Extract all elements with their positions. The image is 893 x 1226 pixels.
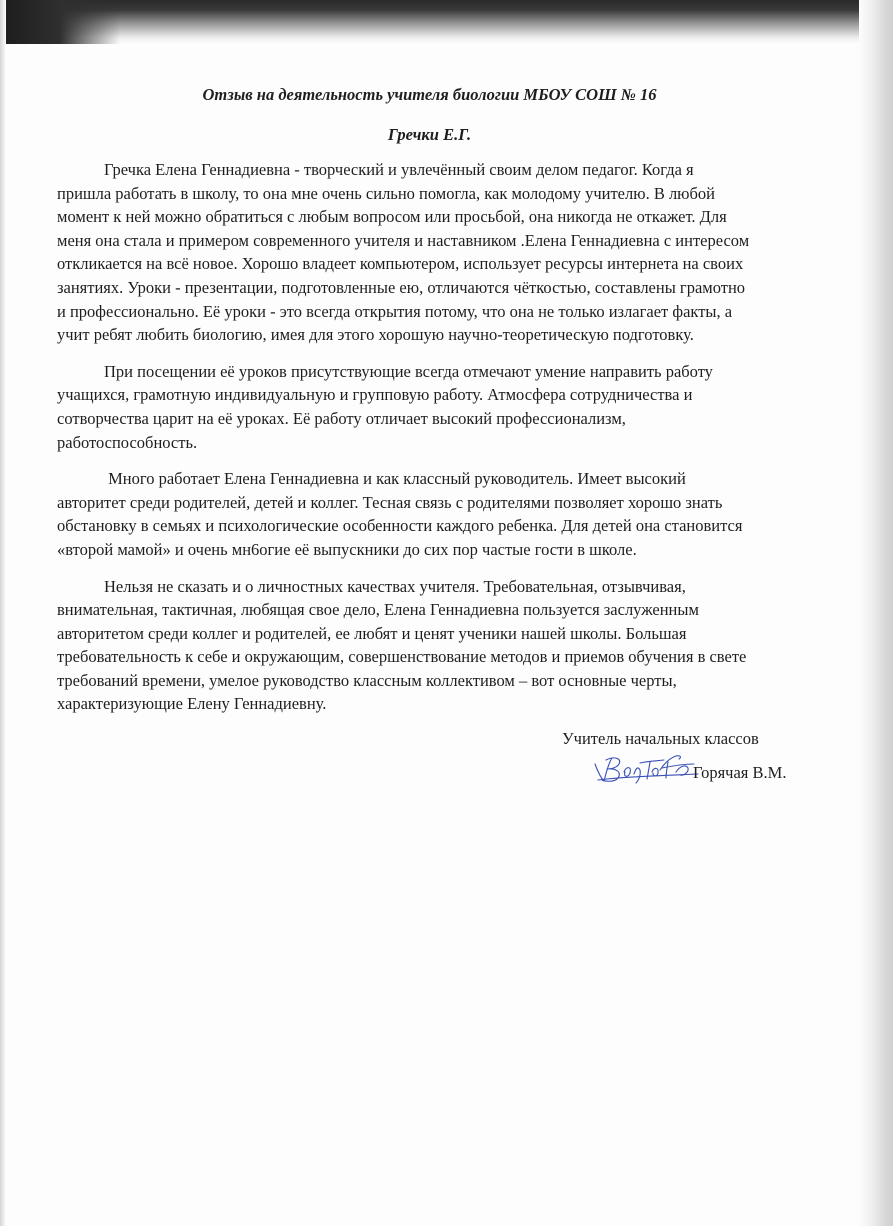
text-line: занятиях. Уроки - презентации, подготовленные ею, отличаются чёткостью, составлены грамотно xyxy=(57,277,746,297)
text-line: требовательность к себе и окружающим, совершенствование методов и приемов обучения в свете xyxy=(57,647,747,667)
text-line: требований времени, умелое руководство классным коллективом – вот основные черты, xyxy=(57,670,677,690)
paragraph-1 xyxy=(57,158,802,347)
text-line: учит ребят любить биологию, имея для этого хорошую научно-теоретическую подготовку. xyxy=(57,325,694,345)
document-subtitle: Гречки Е.Г. xyxy=(387,125,472,144)
scan-shadow-left xyxy=(0,0,6,1226)
handwritten-signature-icon xyxy=(592,750,704,786)
text-line: авторитет среди родителей, детей и коллег. Тесная связь с родителями позволяет хорошо знать xyxy=(57,492,723,512)
text-line: обстановку в семьях и психологические особенности каждого ребенка. Для детей она становится xyxy=(57,516,743,536)
text-line: пришла работать в школу, то она мне очень сильно помогла, как молодому учителю. В любой xyxy=(57,183,715,203)
scan-shadow-right xyxy=(859,0,893,1226)
document-body xyxy=(57,78,802,782)
signer-name: Горячая В.М. xyxy=(693,763,787,782)
text-line: Гречка Елена Геннадиевна - творческий и увлечённый своим делом педагог. Когда я xyxy=(104,160,694,179)
text-line: Нельзя не сказать и о личностных качествах учителя. Требовательная, отзывчивая, xyxy=(104,576,686,596)
signer-position: Учитель начальных классов xyxy=(562,729,759,748)
text-line: Много работает Елена Геннадиевна и как классный руководитель. Имеет высокий xyxy=(104,469,686,489)
text-line: учащихся, грамотную индивидуальную и групповую работу. Атмосфера сотрудничества и xyxy=(57,385,693,405)
text-line: меня она стала и примером современного учителя и наставником .Елена Геннадиевна с интересом xyxy=(57,230,750,250)
text-line: сотворчества царит на её уроках. Её работу отличает высокий профессионализм, xyxy=(57,408,626,428)
text-line: момент к ней можно обратиться с любым вопросом или просьбой, она никогда не откажет. Для xyxy=(57,207,727,227)
paragraph-2 xyxy=(57,360,802,454)
scan-shadow-corner xyxy=(0,0,120,44)
text-line: внимательная, тактичная, любящая свое дело, Елена Геннадиевна пользуется заслуженным xyxy=(57,600,699,620)
paragraph-3 xyxy=(57,467,802,561)
text-line: «второй мамой» и очень мн6огие её выпускники до сих пор частые гости в школе. xyxy=(57,539,637,559)
signature-block xyxy=(57,728,802,798)
document-title: Отзыв на деятельность учителя биологии МБОУ СОШ № 16 xyxy=(202,85,657,104)
text-line: характеризующие Елену Геннадиевну. xyxy=(57,694,327,714)
text-line: и профессионально. Её уроки - это всегда открытия потому, что она не только излагает факты, а xyxy=(57,301,733,321)
text-line: работоспособность. xyxy=(57,432,198,452)
scan-shadow-top xyxy=(0,0,893,44)
paragraph-4 xyxy=(57,575,802,717)
document-text xyxy=(57,158,802,716)
text-line: При посещении её уроков присутствующие всегда отмечают умение направить работу xyxy=(104,361,713,381)
text-line: откликается на всё новое. Хорошо владеет компьютером, использует ресурсы интернета на своих xyxy=(57,254,744,274)
text-line: авторитетом среди коллег и родителей, ее любят и ценят ученики нашей школы. Большая xyxy=(57,623,687,643)
